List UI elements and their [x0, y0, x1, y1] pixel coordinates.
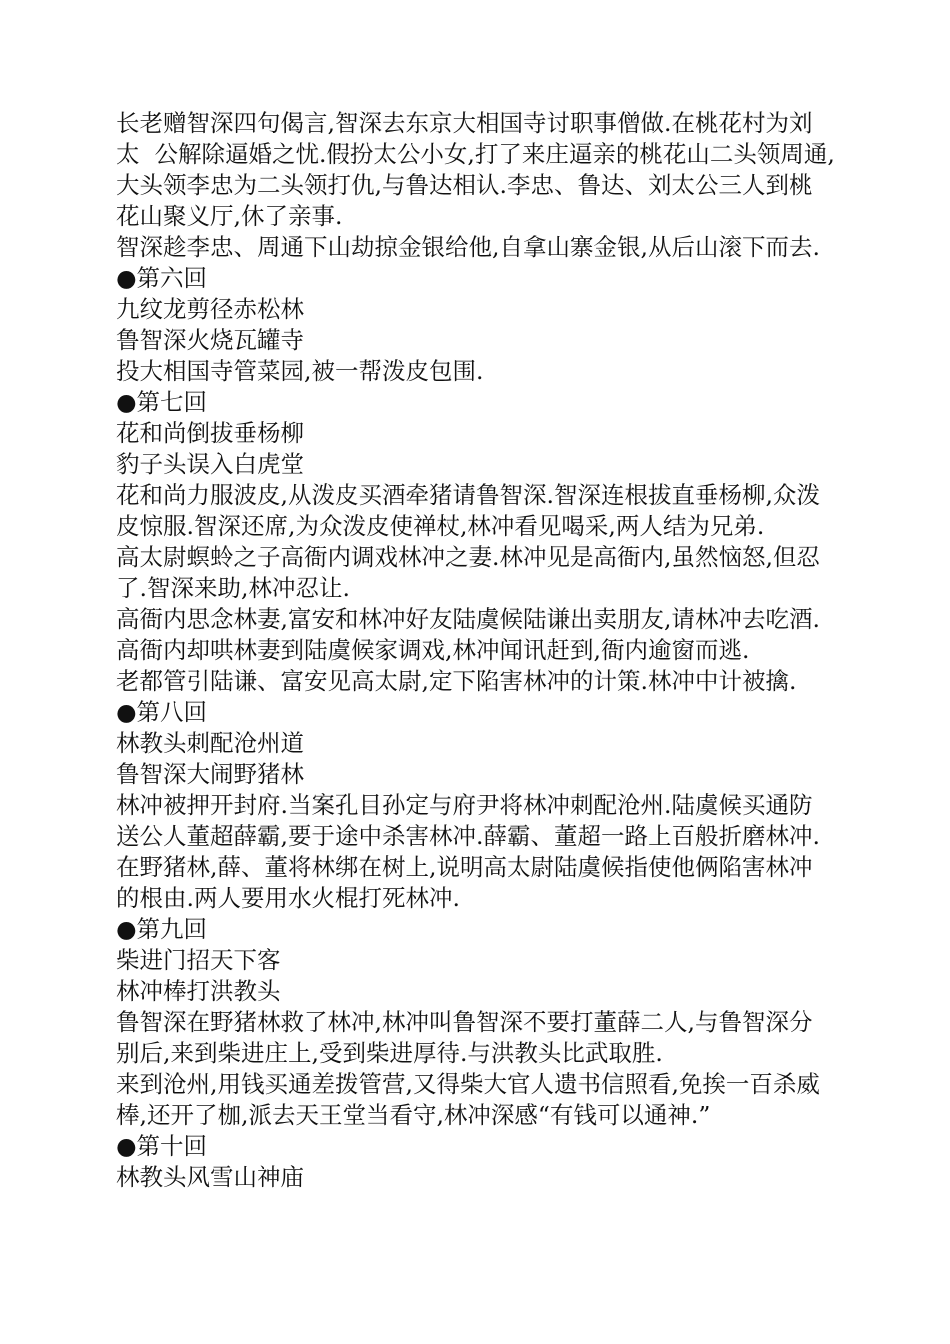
text-line: 在野猪林,薛、董将林绑在树上,说明高太尉陆虞候指使他俩陷害林冲 [116, 853, 813, 881]
text-line: 花山聚义厅,休了亲事. [116, 202, 343, 230]
text-line: 送公人董超薛霸,要于途中杀害林冲.薛霸、董超一路上百般折磨林冲. [116, 822, 820, 850]
text-line: 花和尚力服波皮,从泼皮买酒牵猪请鲁智深.智深连根拔直垂杨柳,众泼 [116, 481, 820, 509]
text-line: 鲁智深在野猪林救了林冲,林冲叫鲁智深不要打董薛二人,与鲁智深分 [116, 1008, 813, 1036]
chapter-heading: ●第七回 [116, 388, 208, 416]
text-line: 皮惊服.智深还席,为众泼皮使禅杖,林冲看见喝采,两人结为兄弟. [116, 512, 765, 540]
chapter-title: 林冲棒打洪教头 [116, 977, 281, 1005]
chapter-heading: ●第八回 [116, 698, 208, 726]
text-line: 智深趁李忠、周通下山劫掠金银给他,自拿山寨金银,从后山滚下而去. [116, 233, 820, 261]
text-line: 的根由.两人要用水火棍打死林冲. [116, 884, 460, 912]
chapter-heading: ●第六回 [116, 264, 208, 292]
text-line: 高衙内思念林妻,富安和林冲好友陆虞候陆谦出卖朋友,请林冲去吃酒. [116, 605, 820, 633]
chapter-title: 花和尚倒拔垂杨柳 [116, 419, 304, 447]
text-line: 太 公解除逼婚之忧.假扮太公小女,打了来庄逼亲的桃花山二头领周通, [116, 140, 835, 168]
chapter-heading: ●第九回 [116, 915, 208, 943]
text-line: 林冲被押开封府.当案孔目孙定与府尹将林冲刺配沧州.陆虞候买通防 [116, 791, 813, 819]
text-line: 大头领李忠为二头领打仇,与鲁达相认.李忠、鲁达、刘太公三人到桃 [116, 171, 813, 199]
text-line: 高衙内却哄林妻到陆虞候家调戏,林冲闻讯赶到,衙内逾窗而逃. [116, 636, 750, 664]
text-line: 棒,还开了枷,派去天王堂当看守,林冲深感“有钱可以通神.” [116, 1101, 711, 1129]
chapter-title: 林教头风雪山神庙 [116, 1163, 304, 1191]
chapter-title: 鲁智深大闹野猪林 [116, 760, 304, 788]
text-line: 投大相国寺管菜园,被一帮泼皮包围. [116, 357, 484, 385]
text-line: 别后,来到柴进庄上,受到柴进厚待.与洪教头比武取胜. [116, 1039, 663, 1067]
text-line: 来到沧州,用钱买通差拨管营,又得柴大官人遗书信照看,免挨一百杀威 [116, 1070, 820, 1098]
text-line: 长老赠智深四句偈言,智深去东京大相国寺讨职事僧做.在桃花村为刘 [116, 109, 813, 137]
chapter-title: 鲁智深火烧瓦罐寺 [116, 326, 304, 354]
chapter-title: 豹子头误入白虎堂 [116, 450, 304, 478]
document-page [116, 108, 836, 1193]
chapter-title: 林教头刺配沧州道 [116, 729, 304, 757]
text-line: 老都管引陆谦、富安见高太尉,定下陷害林冲的计策.林冲中计被擒. [116, 667, 797, 695]
chapter-title: 九纹龙剪径赤松林 [116, 295, 304, 323]
chapter-heading: ●第十回 [116, 1132, 208, 1160]
text-line: 了.智深来助,林冲忍让. [116, 574, 350, 602]
chapter-title: 柴进门招天下客 [116, 946, 281, 974]
text-line: 高太尉螟蛉之子高衙内调戏林冲之妻.林冲见是高衙内,虽然恼怒,但忍 [116, 543, 820, 571]
